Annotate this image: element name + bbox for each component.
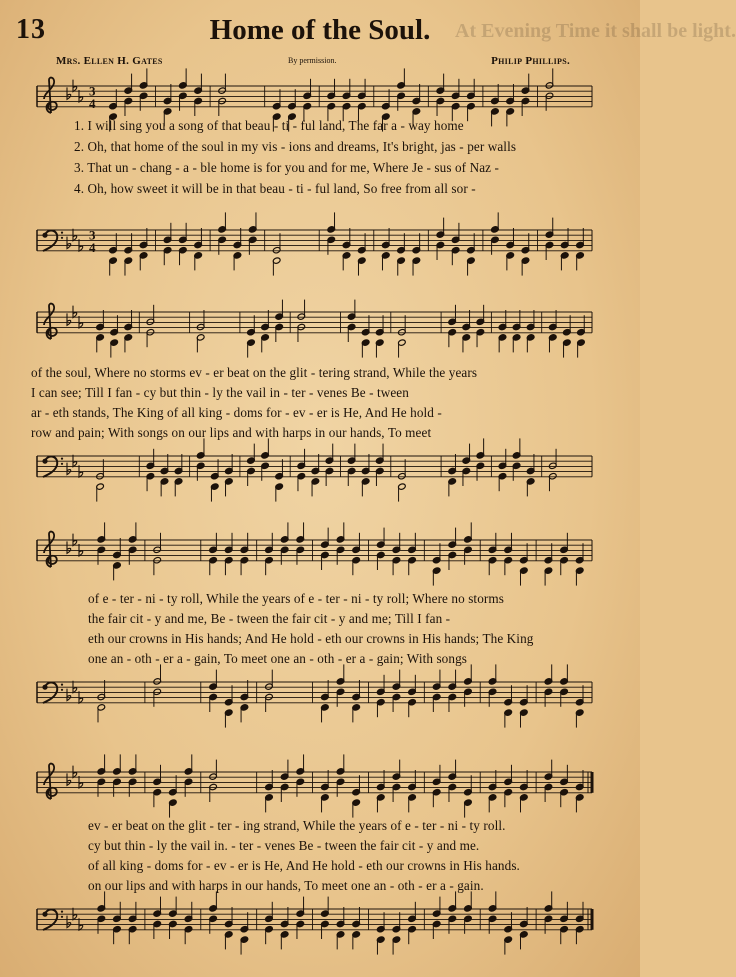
bass-clef-dot xyxy=(61,463,63,465)
treble-clef-icon xyxy=(44,764,57,799)
time-signature-bottom: 4 xyxy=(89,95,96,111)
flat-sign-icon xyxy=(67,313,71,325)
lyric-verse-3: 3. That un - chang - a - ble home is for you and for me, Where Je - sus of Naz - xyxy=(74,160,499,175)
lyric-verse-1: of e - ter - ni - ty roll, While the years of e - ter - ni - ty roll; Where no storms xyxy=(88,591,504,606)
flat-sign-icon xyxy=(67,916,71,928)
lyric-verse-3: ar - eth stands, The King of all king - doms for - ev - er is He, And He hold - xyxy=(31,405,442,420)
lyric-verse-2: cy but thin - ly the vail in. - ter - venes Be - tween the fair cit - y and me. xyxy=(88,838,480,853)
bass-staff-2 xyxy=(0,442,640,512)
lyric-verse-2: the fair cit - y and me, Be - tween the fair cit - y and me; Till I fan - xyxy=(88,611,451,626)
bass-clef-dot xyxy=(61,911,63,913)
bass-staff-3 xyxy=(0,668,640,738)
flat-sign-icon xyxy=(67,773,71,785)
bass-staff-1 xyxy=(0,218,640,278)
composer: Philip Phillips. xyxy=(491,55,570,67)
time-signature-bottom: 4 xyxy=(89,239,96,255)
flat-sign-icon xyxy=(67,463,71,475)
flat-sign-icon xyxy=(67,541,71,553)
lyricist: Mrs. Ellen H. Gates xyxy=(56,55,163,67)
lyric-verse-3: of all king - doms for - ev - er is He, And He hold - eth our crowns in His hands. xyxy=(88,858,520,873)
bass-clef-dot xyxy=(61,458,63,460)
hymn-title: Home of the Soul. xyxy=(209,14,431,46)
time-signature-top: 3 xyxy=(89,227,96,243)
lyric-verse-4: row and pain; With songs on our lips and with harps in our hands, To meet xyxy=(31,425,432,440)
treble-clef-icon xyxy=(44,532,57,567)
treble-staff-3 xyxy=(0,518,640,598)
bass-staff-4 xyxy=(0,895,640,965)
flat-sign-icon xyxy=(67,237,71,249)
permission-note: By permission. xyxy=(288,56,337,65)
lyric-verse-1: 1. I will sing you a song of that beau - ti - ful land, The far a - way home xyxy=(74,118,464,133)
time-signature-top: 3 xyxy=(89,83,96,99)
bass-clef-dot xyxy=(61,689,63,691)
hymn-number: 13 xyxy=(16,14,46,45)
lyric-verse-4: 4. Oh, how sweet it will be in that beau - ti - ful land, So free from all sor - xyxy=(74,181,476,196)
bass-clef-dot xyxy=(61,237,63,239)
credits-line xyxy=(0,55,640,71)
lyric-verse-2: 2. Oh, that home of the soul in my vis - ions and dreams, It's bright, jas - per walls xyxy=(74,139,517,154)
lyric-verse-1: of the soul, Where no storms ev - er beat on the glit - tering strand, While the years xyxy=(31,365,478,380)
bass-clef-dot xyxy=(61,232,63,234)
flat-sign-icon xyxy=(67,689,71,701)
lyric-verse-1: ev - er beat on the glit - ter - ing strand, While the years of e - ter - ni - ty roll. xyxy=(88,818,506,833)
bass-clef-dot xyxy=(61,916,63,918)
lyric-verse-4: one an - oth - er a - gain, To meet one an - oth - er a - gain; With songs xyxy=(88,651,467,666)
bleed-through-text: At Evening Time it shall be light. xyxy=(455,20,736,42)
treble-clef-icon xyxy=(44,304,57,339)
lyric-verse-4: on our lips and with harps in our hands, To meet one an - oth - er a - gain. xyxy=(88,878,484,893)
treble-clef-icon xyxy=(44,78,57,113)
flat-sign-icon xyxy=(67,87,71,99)
treble-staff-2 xyxy=(0,290,640,370)
lyric-verse-3: eth our crowns in His hands; And He hold - eth our crowns in His hands; The King xyxy=(88,631,534,646)
bass-clef-dot xyxy=(61,684,63,686)
lyric-verse-2: I can see; Till I fan - cy but thin - ly the vail in - ter - venes Be - tween xyxy=(31,385,409,400)
